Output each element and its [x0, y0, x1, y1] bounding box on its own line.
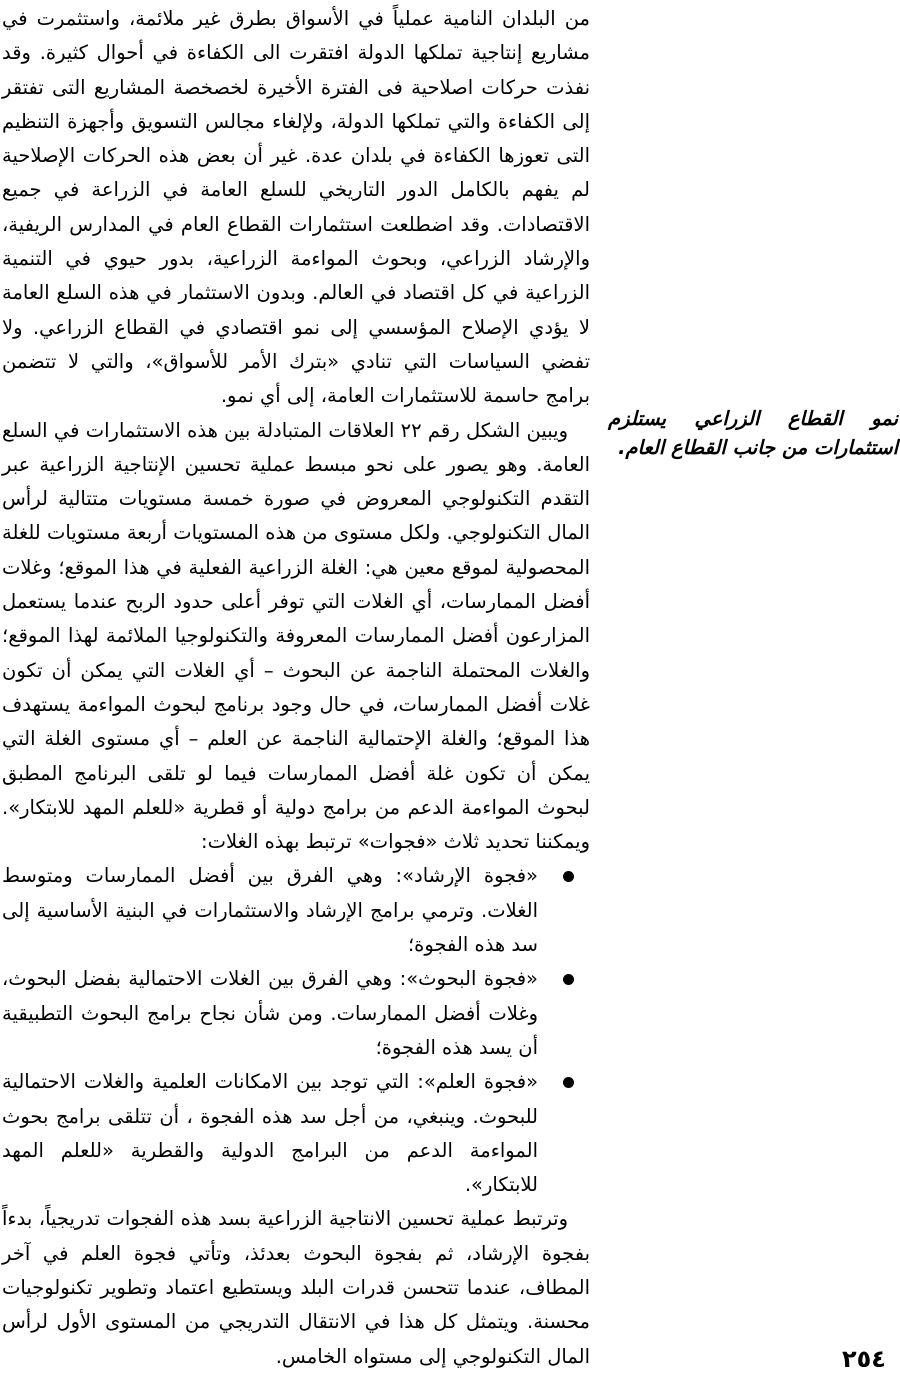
list-item-text: «فجوة الإرشاد»: وهي الفرق بين أفضل الممارسات ومتوسط الغلات. وترمي برامج الإرشاد والاستثمارات في البنية الأساسية إلى سد هذه الفجوة؛ — [2, 864, 538, 957]
list-item — [2, 859, 590, 962]
paragraph-public-goods: من البلدان النامية عملياً في الأسواق بطرق غير ملائمة، واستثمرت في مشاريع إنتاجية تملكها الدولة افتقرت الى الكفاءة في أحوال كثيرة. وقد نفذت حركات اصلاحية فى الفترة الأخيرة لخصخصة المشاريع التى تفتقر إلى الكفاءة والتي تملكها الدولة، ولإلغاء مجالس التسويق وأجهزة التنظيم التى تعوزها الكفاءة في بلدان عدة. غير أن بعض هذه الحركات الإصلاحية لم يفهم بالكامل الدور التاريخي للسلع العامة في الزراعة في جميع الاقتصادات. وقد اضطلعت استثمارات القطاع العام في المدارس الريفية، والإرشاد الزراعي، وبحوث المواءمة الزراعية، بدور حيوي في التنمية الزراعية في كل اقتصاد في العالم. وبدون الاستثمار في هذه السلع العامة لا يؤدي الإصلاح المؤسسي إلى نمو اقتصادي في القطاع الزراعي. ولا تفضي السياسات التي تنادي «بترك الأمر للأسواق»، والتي لا تتضمن برامج حاسمة للاستثمارات العامة، إلى أي نمو. — [2, 7, 590, 408]
side-note: نمو القطاع الزراعي يستلزم استثمارات من جانب القطاع العام. — [608, 407, 898, 459]
bullet-dot-icon — [563, 871, 574, 882]
page-number: ٢٥٤ — [842, 1345, 886, 1373]
list-item-text: «فجوة العلم»: التي توجد بين الامكانات العلمية والغلات الاحتمالية للبحوث. وينبغي، من أجل سد هذه الفجوة ، أن تتلقى برامج بحوث المواءمة الدعم من البرامج الدولية والقطرية «للعلم المهد للابتكار». — [2, 1070, 538, 1197]
list-item — [2, 1065, 590, 1202]
bullet-dot-icon — [563, 974, 574, 985]
bullet-dot-icon — [563, 1077, 574, 1088]
main-text-column — [2, 2, 590, 1374]
paragraph-figure-22: ويبين الشكل رقم ٢٢ العلاقات المتبادلة بين هذه الاستثمارات في السلع العامة. وهو يصور على نحو مبسط عملية تحسين الإنتاجية الزراعية عبر التقدم التكنولوجي المعروض في صورة خمسة مستويات متتالية لرأس المال التكنولوجي. ولكل مستوى من هذه المستويات أربعة مستويات للغلة المحصولية لموقع معين هي: الغلة الزراعية الفعلية في هذا الموقع؛ وغلات أفضل الممارسات، أي الغلات التي توفر أعلى حدود الربح عندما يستعمل المزارعون أفضل الممارسات المعروفة والتكنولوجيا الملائمة لهذا الموقع؛ والغلات المحتملة الناجمة عن البحوث – أي الغلات التي يمكن أن تكون غلات أفضل الممارسات، في حال وجود برنامج لبحوث المواءمة يستهدف هذا الموقع؛ والغلة الإحتمالية الناجمة عن العلم – أي مستوى الغلة التي يمكن أن تكون غلة أفضل الممارسات فيما لو تلقى البرنامج المطبق لبحوث المواءمة الدعم من برامج دولية أو قطرية «للعلم المهد للابتكار». ويمكننا تحديد ثلاث «فجوات» ترتبط بهذه الغلات: — [2, 418, 590, 854]
list-item-text: «فجوة البحوث»: وهي الفرق بين الغلات الاحتمالية بفضل البحوث، وغلات أفضل الممارسات. ومن شأن نجاح برامج البحوث التطبيقية أن يسد هذه الفجوة؛ — [2, 967, 538, 1059]
paragraph-closing-gaps: وترتبط عملية تحسين الانتاجية الزراعية بسد هذه الفجوات تدريجياً، بدءاً بفجوة الإرشاد، ثم بفجوة البحوث بعدئذ، وتأتي فجوة العلم في آخر المطاف، عندما تتحسن قدرات البلد ويستطيع اعتماد وتطوير تكنولوجيات محسنة. ويتمثل كل هذا في الانتقال التدريجي من المستوى الأول لرأس المال التكنولوجي إلى مستواه الخامس. — [2, 1207, 590, 1368]
gaps-list — [2, 859, 590, 1202]
list-item — [2, 962, 590, 1065]
